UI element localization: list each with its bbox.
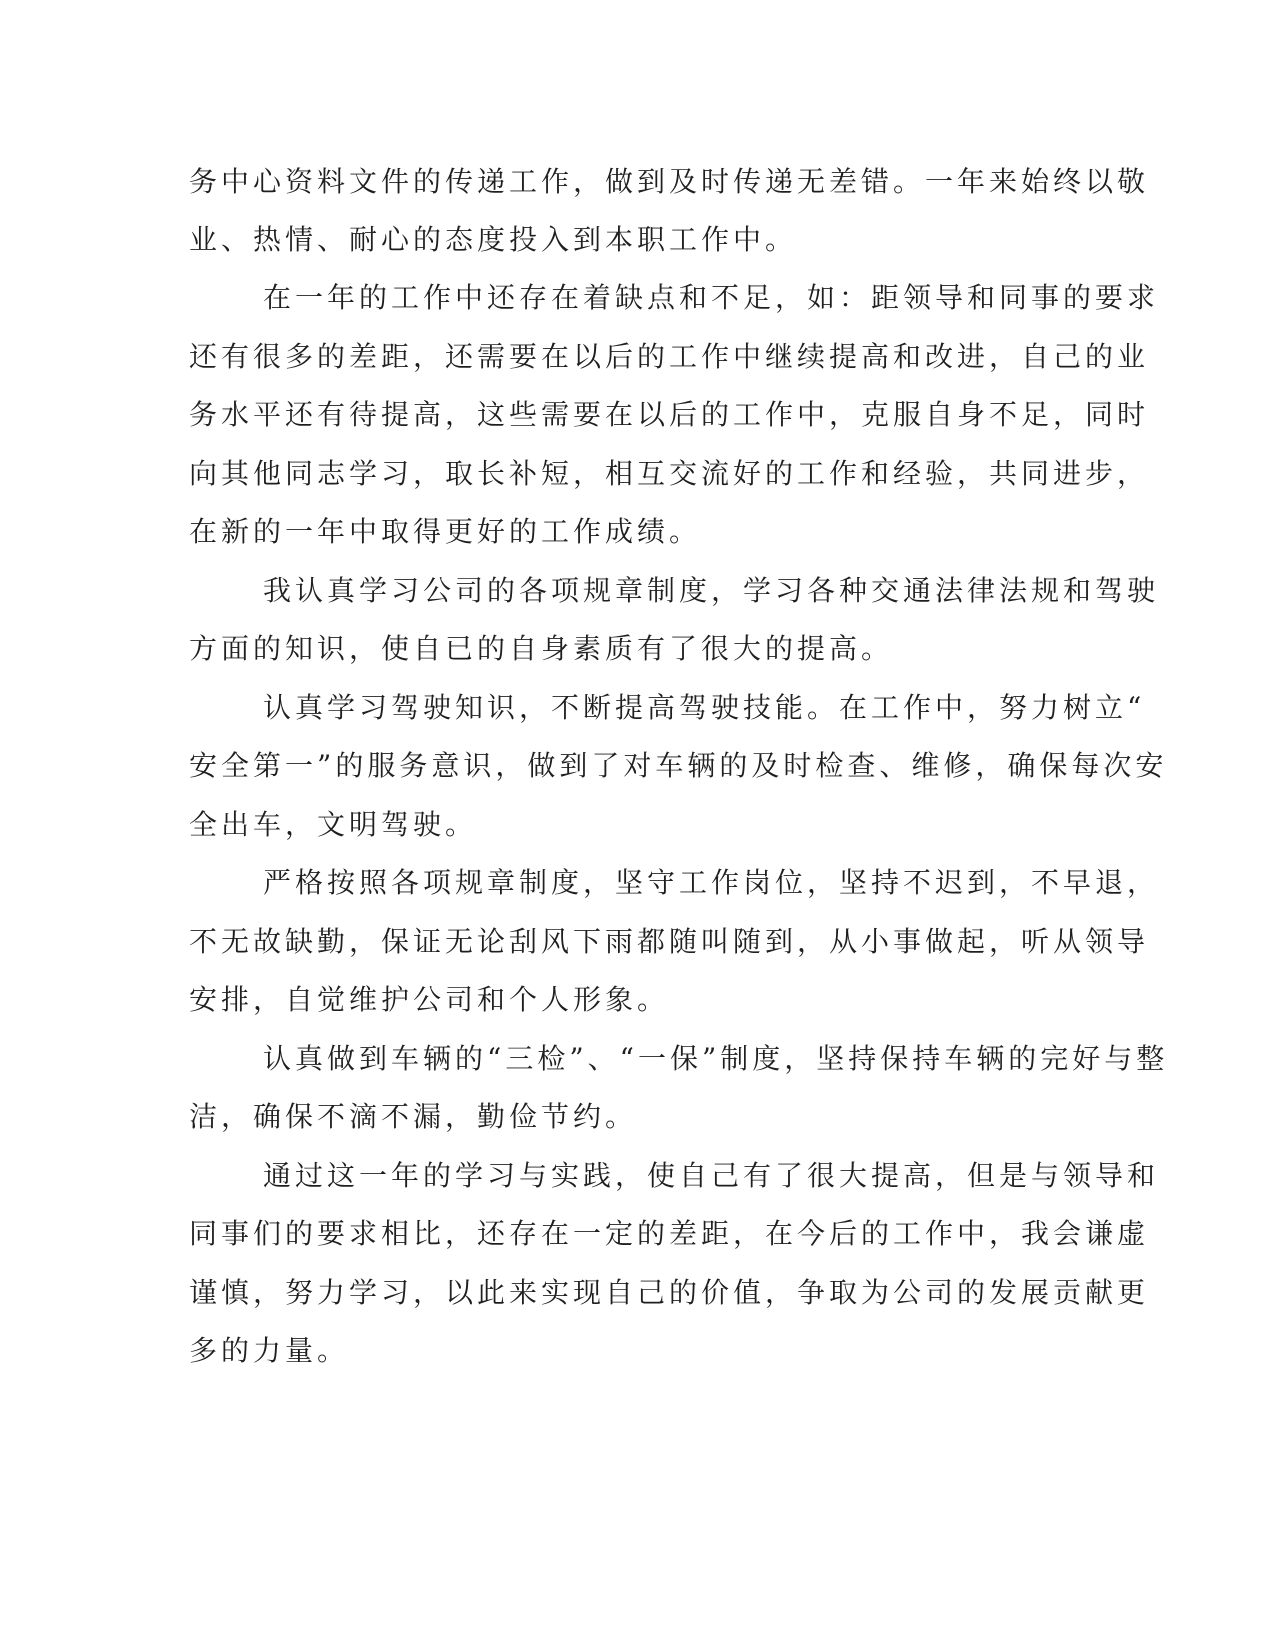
text-line: 不无故缺勤，保证无论刮风下雨都随叫随到，从小事做起，听从领导 <box>189 925 1150 958</box>
text-line: 同事们的要求相比，还存在一定的差距，在今后的工作中，我会谦虚 <box>189 1217 1150 1250</box>
text-line: 多的力量。 <box>189 1334 350 1367</box>
paragraph-start-line: 在一年的工作中还存在着缺点和不足，如：距领导和同事的要求 <box>263 281 1160 314</box>
paragraph-start-line: 严格按照各项规章制度，坚守工作岗位，坚持不迟到，不早退， <box>263 866 1160 899</box>
paragraph-start-line: 认真做到车辆的“三检”、“一保”制度，坚持保持车辆的完好与整 <box>263 1042 1169 1075</box>
text-line: 安全第一”的服务意识，做到了对车辆的及时检查、维修，确保每次安 <box>189 749 1168 782</box>
text-line: 全出车，文明驾驶。 <box>189 808 478 841</box>
text-line: 谨慎，努力学习，以此来实现自己的价值，争取为公司的发展贡献更 <box>189 1276 1150 1309</box>
text-line: 安排，自觉维护公司和个人形象。 <box>189 983 670 1016</box>
text-line: 务中心资料文件的传递工作，做到及时传递无差错。一年来始终以敬 <box>189 165 1150 198</box>
paragraph-start-line: 认真学习驾驶知识，不断提高驾驶技能。在工作中，努力树立“ <box>263 691 1146 724</box>
paragraph-start-line: 通过这一年的学习与实践，使自己有了很大提高，但是与领导和 <box>263 1159 1160 1192</box>
text-line: 业、热情、耐心的态度投入到本职工作中。 <box>189 223 798 256</box>
text-line: 务水平还有待提高，这些需要在以后的工作中，克服自身不足，同时 <box>189 398 1150 431</box>
text-line: 在新的一年中取得更好的工作成绩。 <box>189 515 702 548</box>
text-line: 还有很多的差距，还需要在以后的工作中继续提高和改进，自己的业 <box>189 340 1150 373</box>
text-line: 方面的知识，使自已的自身素质有了很大的提高。 <box>189 632 894 665</box>
paragraph-start-line: 我认真学习公司的各项规章制度，学习各种交通法律法规和驾驶 <box>263 574 1160 607</box>
text-line: 洁，确保不滴不漏，勤俭节约。 <box>189 1100 638 1133</box>
text-line: 向其他同志学习，取长补短，相互交流好的工作和经验，共同进步， <box>189 457 1150 490</box>
